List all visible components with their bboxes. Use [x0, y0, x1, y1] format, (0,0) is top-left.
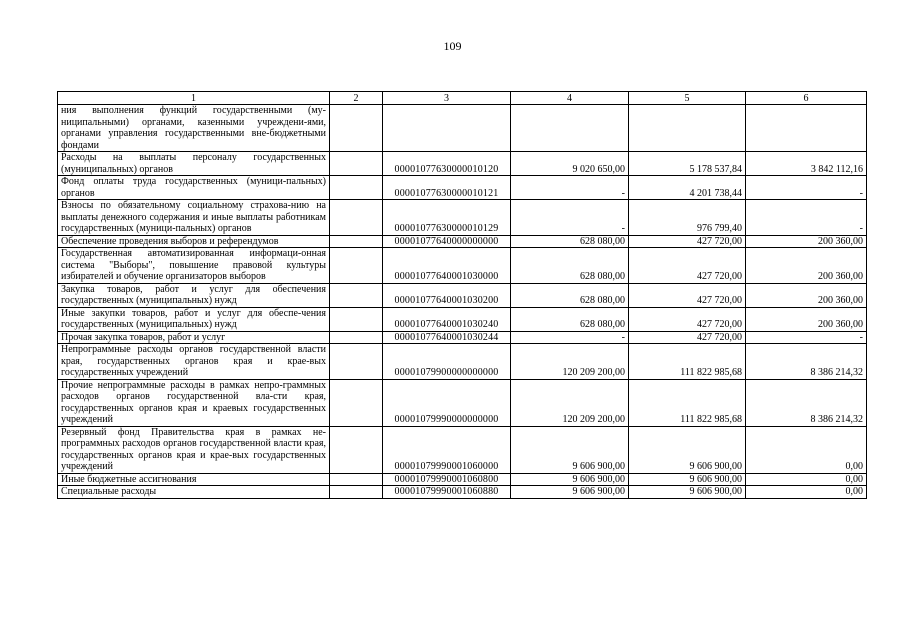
header-col-1: 1 — [58, 92, 330, 105]
table-row — [58, 176, 867, 200]
row-code: 00001077640001030000 — [383, 248, 511, 284]
table-row — [58, 200, 867, 236]
row-value-6: 3 842 112,16 — [746, 152, 867, 176]
table-row — [58, 307, 867, 331]
table-row — [58, 473, 867, 486]
header-col-4: 4 — [511, 92, 629, 105]
table-row — [58, 426, 867, 473]
row-col-2 — [330, 473, 383, 486]
row-value-4: 120 209 200,00 — [511, 379, 629, 426]
row-name: Специальные расходы — [58, 486, 330, 499]
row-value-5: 427 720,00 — [629, 283, 746, 307]
page-number: 109 — [443, 39, 462, 53]
row-value-6: 0,00 — [746, 486, 867, 499]
row-value-6: - — [746, 176, 867, 200]
table-row — [58, 235, 867, 248]
row-value-6: 8 386 214,32 — [746, 379, 867, 426]
row-value-6: 0,00 — [746, 426, 867, 473]
row-col-2 — [330, 235, 383, 248]
header-col-5: 5 — [629, 92, 746, 105]
table-row — [58, 152, 867, 176]
row-value-5: 427 720,00 — [629, 331, 746, 344]
row-name: Непрограммные расходы органов государственной власти края, государственных органов края и крае-вых государственных учреждений — [58, 344, 330, 380]
table-row — [58, 344, 867, 380]
row-value-5: 9 606 900,00 — [629, 473, 746, 486]
row-code: 00001077640001030240 — [383, 307, 511, 331]
row-code: 00001077630000010129 — [383, 200, 511, 236]
row-code: 00001079990000000000 — [383, 379, 511, 426]
row-name: Закупка товаров, работ и услуг для обеспечения государственных (муниципальных) нужд — [58, 283, 330, 307]
row-code: 00001079990001060800 — [383, 473, 511, 486]
row-col-2 — [330, 426, 383, 473]
row-value-4: 628 080,00 — [511, 307, 629, 331]
header-col-6: 6 — [746, 92, 867, 105]
row-code: 00001077640000000000 — [383, 235, 511, 248]
row-value-5: 111 822 985,68 — [629, 379, 746, 426]
row-value-4: 628 080,00 — [511, 248, 629, 284]
row-value-6: 200 360,00 — [746, 235, 867, 248]
row-col-2 — [330, 152, 383, 176]
row-value-4: 628 080,00 — [511, 235, 629, 248]
row-value-5: 976 799,40 — [629, 200, 746, 236]
row-col-2 — [330, 331, 383, 344]
row-code: 00001079990001060000 — [383, 426, 511, 473]
row-name: Иные бюджетные ассигнования — [58, 473, 330, 486]
row-value-5: 111 822 985,68 — [629, 344, 746, 380]
header-col-3: 3 — [383, 92, 511, 105]
budget-table — [57, 91, 867, 499]
table-row — [58, 283, 867, 307]
row-value-4: 9 606 900,00 — [511, 426, 629, 473]
row-value-4: 9 606 900,00 — [511, 486, 629, 499]
row-code: 00001077630000010120 — [383, 152, 511, 176]
table-header — [58, 92, 867, 105]
row-col-2 — [330, 307, 383, 331]
row-name: Взносы по обязательному социальному страхова-нию на выплаты денежного содержания и иные выплаты работникам государственных (муници-пальных) органов — [58, 200, 330, 236]
table-body — [58, 105, 867, 499]
table-row — [58, 331, 867, 344]
row-value-6: 200 360,00 — [746, 248, 867, 284]
row-name: Резервный фонд Правительства края в рамках не-программных расходов органов государственной власти края, государственных органов края и крае-вых государственных учреждений — [58, 426, 330, 473]
row-value-5: 9 606 900,00 — [629, 486, 746, 499]
row-col-2 — [330, 344, 383, 380]
row-col-2 — [330, 105, 383, 152]
row-value-6 — [746, 105, 867, 152]
row-code — [383, 105, 511, 152]
row-code: 00001079900000000000 — [383, 344, 511, 380]
row-col-2 — [330, 486, 383, 499]
row-name: ния выполнения функций государственными (му-ниципальными) органами, казенными учреждени-ями, органами управления государственными вне-бюджетными фондами — [58, 105, 330, 152]
row-value-6: - — [746, 200, 867, 236]
table-row — [58, 105, 867, 152]
header-row — [58, 92, 867, 105]
row-value-4: - — [511, 200, 629, 236]
row-value-4: - — [511, 331, 629, 344]
row-value-6: - — [746, 331, 867, 344]
row-col-2 — [330, 248, 383, 284]
row-value-5: 427 720,00 — [629, 235, 746, 248]
row-code: 00001077640001030244 — [383, 331, 511, 344]
table-row — [58, 379, 867, 426]
header-col-2: 2 — [330, 92, 383, 105]
row-code: 00001079990001060880 — [383, 486, 511, 499]
row-name: Расходы на выплаты персоналу государственных (муниципальных) органов — [58, 152, 330, 176]
table-row — [58, 248, 867, 284]
row-value-6: 8 386 214,32 — [746, 344, 867, 380]
row-code: 00001077630000010121 — [383, 176, 511, 200]
row-name: Государственная автоматизированная информаци-онная система "Выборы", повышение правовой культуры избирателей и обучение организаторов выборов — [58, 248, 330, 284]
row-value-5: 427 720,00 — [629, 248, 746, 284]
table-row — [58, 486, 867, 499]
row-value-4: - — [511, 176, 629, 200]
row-value-5: 427 720,00 — [629, 307, 746, 331]
row-value-5 — [629, 105, 746, 152]
row-code: 00001077640001030200 — [383, 283, 511, 307]
row-col-2 — [330, 379, 383, 426]
row-name: Прочие непрограммные расходы в рамках непро-граммных расходов органов государственной вла-сти края, государственных органов края и краевых государственных учреждений — [58, 379, 330, 426]
row-value-4: 628 080,00 — [511, 283, 629, 307]
row-col-2 — [330, 176, 383, 200]
row-value-5: 5 178 537,84 — [629, 152, 746, 176]
row-value-6: 0,00 — [746, 473, 867, 486]
row-value-5: 4 201 738,44 — [629, 176, 746, 200]
row-value-6: 200 360,00 — [746, 283, 867, 307]
row-col-2 — [330, 200, 383, 236]
row-value-5: 9 606 900,00 — [629, 426, 746, 473]
row-value-6: 200 360,00 — [746, 307, 867, 331]
row-value-4 — [511, 105, 629, 152]
row-name: Иные закупки товаров, работ и услуг для обеспе-чения государственных (муниципальных) нужд — [58, 307, 330, 331]
row-name: Обеспечение проведения выборов и референдумов — [58, 235, 330, 248]
row-name: Фонд оплаты труда государственных (муници-пальных) органов — [58, 176, 330, 200]
row-name: Прочая закупка товаров, работ и услуг — [58, 331, 330, 344]
row-value-4: 9 020 650,00 — [511, 152, 629, 176]
row-col-2 — [330, 283, 383, 307]
row-value-4: 9 606 900,00 — [511, 473, 629, 486]
row-value-4: 120 209 200,00 — [511, 344, 629, 380]
